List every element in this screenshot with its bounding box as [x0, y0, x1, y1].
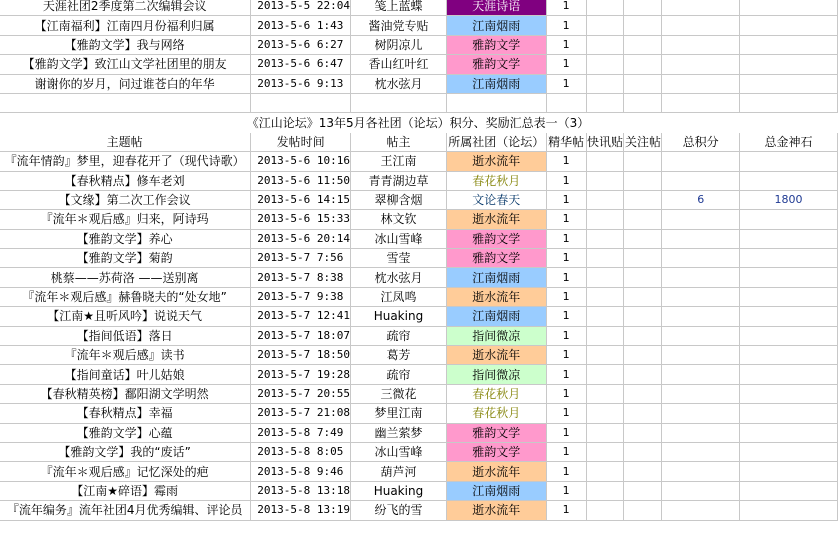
post-author: 青青湖边草 [351, 171, 447, 190]
club-label: 雅韵文学 [446, 423, 546, 442]
guanzhu-count [624, 55, 662, 74]
post-title: 【雅韵文学】我的“废话” [0, 442, 251, 461]
total-coins [739, 171, 837, 190]
jinghua-count: 1 [546, 326, 586, 345]
club-label: 雅韵文学 [446, 249, 546, 268]
table-row [0, 152, 838, 171]
table-row [0, 365, 838, 384]
total-coins [739, 501, 837, 520]
post-title: 『流年情韵』梦里，迎春花开了（现代诗歌） [0, 152, 251, 171]
guanzhu-count [624, 268, 662, 287]
club-label: 逝水流年 [446, 346, 546, 365]
jinghua-count: 1 [546, 16, 586, 35]
post-time: 2013-5-6 11:50 [251, 171, 351, 190]
post-author: 江凤鸣 [351, 287, 447, 306]
kuaixun-count [586, 404, 624, 423]
kuaixun-count [586, 423, 624, 442]
jinghua-count: 1 [546, 35, 586, 54]
table-row [0, 35, 838, 54]
total-points [662, 384, 740, 403]
table-row [0, 171, 838, 190]
post-time: 2013-5-7 7:56 [251, 249, 351, 268]
club-label: 江南烟雨 [446, 307, 546, 326]
kuaixun-count [586, 442, 624, 461]
total-points [662, 501, 740, 520]
jinghua-count: 1 [546, 229, 586, 248]
total-points [662, 365, 740, 384]
post-title: 【雅韵文学】我与网络 [0, 35, 251, 54]
kuaixun-count [586, 384, 624, 403]
kuaixun-count [586, 55, 624, 74]
kuaixun-count [586, 501, 624, 520]
post-time: 2013-5-7 19:28 [251, 365, 351, 384]
post-title: 『流年＊观后感』记忆深处的疤 [0, 462, 251, 481]
total-points [662, 287, 740, 306]
kuaixun-count [586, 16, 624, 35]
club-label: 逝水流年 [446, 501, 546, 520]
total-points [662, 462, 740, 481]
section-title: 《江山论坛》13年5月各社团（论坛）积分、奖励汇总表一（3） [0, 113, 838, 132]
table-row [0, 423, 838, 442]
header-coins: 总金神石 [739, 132, 837, 151]
guanzhu-count [624, 307, 662, 326]
jinghua-count: 1 [546, 74, 586, 93]
post-author: 三微花 [351, 384, 447, 403]
post-time: 2013-5-7 18:50 [251, 346, 351, 365]
guanzhu-count [624, 404, 662, 423]
post-time: 2013-5-7 21:08 [251, 404, 351, 423]
total-coins [739, 462, 837, 481]
jinghua-count: 1 [546, 268, 586, 287]
club-label: 雅韵文学 [446, 442, 546, 461]
kuaixun-count [586, 365, 624, 384]
section-title-row [0, 113, 838, 132]
jinghua-count: 1 [546, 481, 586, 500]
jinghua-count: 1 [546, 384, 586, 403]
table-row [0, 0, 838, 16]
post-title: 『流年＊观后感』归来，阿诗玛 [0, 210, 251, 229]
total-coins [739, 74, 837, 93]
club-label: 江南烟雨 [446, 16, 546, 35]
main-rows [0, 152, 838, 520]
table-row [0, 404, 838, 423]
top-rows [0, 0, 838, 93]
post-title: 【春秋精英榜】鄱阳湖文学明然 [0, 384, 251, 403]
kuaixun-count [586, 229, 624, 248]
table-row [0, 190, 838, 209]
post-time: 2013-5-6 15:33 [251, 210, 351, 229]
total-points [662, 152, 740, 171]
post-author: 梦里江南 [351, 404, 447, 423]
guanzhu-count [624, 365, 662, 384]
total-points [662, 249, 740, 268]
club-label: 春花秋月 [446, 171, 546, 190]
total-coins [739, 249, 837, 268]
kuaixun-count [586, 287, 624, 306]
table-row [0, 55, 838, 74]
club-label: 江南烟雨 [446, 268, 546, 287]
post-author: 冰山雪峰 [351, 442, 447, 461]
guanzhu-count [624, 210, 662, 229]
post-author: 疏帘 [351, 326, 447, 345]
total-coins [739, 365, 837, 384]
jinghua-count: 1 [546, 210, 586, 229]
post-author: 葛芳 [351, 346, 447, 365]
total-coins [739, 210, 837, 229]
table-row [0, 384, 838, 403]
post-title: 【春秋精点】修车老刘 [0, 171, 251, 190]
total-coins [739, 481, 837, 500]
club-label: 春花秋月 [446, 384, 546, 403]
post-time: 2013-5-6 20:14 [251, 229, 351, 248]
club-label: 逝水流年 [446, 152, 546, 171]
post-title: 【雅韵文学】心蕴 [0, 423, 251, 442]
post-time: 2013-5-6 6:47 [251, 55, 351, 74]
kuaixun-count [586, 268, 624, 287]
table-row [0, 229, 838, 248]
post-title: 【江南★且听风吟】说说天气 [0, 307, 251, 326]
club-label: 天涯诗语 [446, 0, 546, 16]
total-points [662, 35, 740, 54]
post-author: 酱油党专贴 [351, 16, 447, 35]
jinghua-count: 1 [546, 423, 586, 442]
club-label: 逝水流年 [446, 462, 546, 481]
total-coins [739, 35, 837, 54]
club-label: 指间微凉 [446, 365, 546, 384]
post-time: 2013-5-7 8:38 [251, 268, 351, 287]
jinghua-count: 1 [546, 365, 586, 384]
post-time: 2013-5-6 10:16 [251, 152, 351, 171]
guanzhu-count [624, 229, 662, 248]
club-label: 春花秋月 [446, 404, 546, 423]
kuaixun-count [586, 35, 624, 54]
guanzhu-count [624, 74, 662, 93]
header-jinghua: 精华帖 [546, 132, 586, 151]
guanzhu-count [624, 0, 662, 16]
jinghua-count: 1 [546, 249, 586, 268]
total-points [662, 307, 740, 326]
header-guanzhu: 关注帖 [624, 132, 662, 151]
guanzhu-count [624, 501, 662, 520]
post-time: 2013-5-6 6:27 [251, 35, 351, 54]
post-author: 笺上蓝蝶 [351, 0, 447, 16]
table-row [0, 249, 838, 268]
post-author: 翠柳含烟 [351, 190, 447, 209]
total-coins [739, 287, 837, 306]
post-time: 2013-5-7 9:38 [251, 287, 351, 306]
post-author: 树阴凉儿 [351, 35, 447, 54]
post-author: 王江南 [351, 152, 447, 171]
jinghua-count: 1 [546, 307, 586, 326]
header-time: 发帖时间 [251, 132, 351, 151]
guanzhu-count [624, 249, 662, 268]
total-points [662, 229, 740, 248]
kuaixun-count [586, 249, 624, 268]
total-points [662, 55, 740, 74]
club-label: 逝水流年 [446, 287, 546, 306]
jinghua-count: 1 [546, 404, 586, 423]
total-points [662, 442, 740, 461]
total-coins [739, 326, 837, 345]
post-time: 2013-5-5 22:04 [251, 0, 351, 16]
total-points [662, 346, 740, 365]
guanzhu-count [624, 326, 662, 345]
post-title: 【雅韵文学】菊韵 [0, 249, 251, 268]
post-title: 【江南★碎语】霉雨 [0, 481, 251, 500]
post-time: 2013-5-8 9:46 [251, 462, 351, 481]
post-title: 【指间低语】落日 [0, 326, 251, 345]
total-points [662, 74, 740, 93]
total-points [662, 268, 740, 287]
table-row [0, 346, 838, 365]
post-time: 2013-5-6 9:13 [251, 74, 351, 93]
post-time: 2013-5-8 13:19 [251, 501, 351, 520]
table-row [0, 462, 838, 481]
kuaixun-count [586, 74, 624, 93]
jinghua-count: 1 [546, 346, 586, 365]
guanzhu-count [624, 16, 662, 35]
jinghua-count: 1 [546, 0, 586, 16]
total-coins [739, 268, 837, 287]
jinghua-count: 1 [546, 190, 586, 209]
guanzhu-count [624, 481, 662, 500]
total-points [662, 16, 740, 35]
club-label: 逝水流年 [446, 210, 546, 229]
jinghua-count: 1 [546, 287, 586, 306]
header-points: 总积分 [662, 132, 740, 151]
jinghua-count: 1 [546, 55, 586, 74]
header-row [0, 132, 838, 151]
jinghua-count: 1 [546, 462, 586, 481]
total-coins: 1800 [739, 190, 837, 209]
jinghua-count: 1 [546, 152, 586, 171]
post-title: 【指间童话】叶儿姑娘 [0, 365, 251, 384]
total-points [662, 326, 740, 345]
post-title: 『流年＊观后感』赫鲁晓夫的“处女地” [0, 287, 251, 306]
post-time: 2013-5-8 7:49 [251, 423, 351, 442]
header-kuaixun: 快讯贴 [586, 132, 624, 151]
guanzhu-count [624, 423, 662, 442]
post-author: 林文钦 [351, 210, 447, 229]
header-club: 所属社团（论坛） [446, 132, 546, 151]
jinghua-count: 1 [546, 501, 586, 520]
club-label: 文论春天 [446, 190, 546, 209]
post-title: 【江南福利】江南四月份福利归属 [0, 16, 251, 35]
total-points [662, 0, 740, 16]
guanzhu-count [624, 190, 662, 209]
total-points [662, 423, 740, 442]
total-coins [739, 404, 837, 423]
post-time: 2013-5-7 12:41 [251, 307, 351, 326]
post-title: 『流年编务』流年社团4月优秀编辑、评论员 [0, 501, 251, 520]
post-title: 【雅韵文学】养心 [0, 229, 251, 248]
header-title: 主题帖 [0, 132, 251, 151]
post-title: 【春秋精点】幸福 [0, 404, 251, 423]
post-author: 枕水弦月 [351, 74, 447, 93]
post-author: 冰山雪峰 [351, 229, 447, 248]
club-label: 雅韵文学 [446, 55, 546, 74]
post-time: 2013-5-8 8:05 [251, 442, 351, 461]
kuaixun-count [586, 326, 624, 345]
total-coins [739, 229, 837, 248]
post-time: 2013-5-7 20:55 [251, 384, 351, 403]
total-points [662, 171, 740, 190]
table-row [0, 287, 838, 306]
post-title: 【文缘】第二次工作会议 [0, 190, 251, 209]
spacer-row [0, 93, 838, 112]
table-row [0, 268, 838, 287]
jinghua-count: 1 [546, 442, 586, 461]
kuaixun-count [586, 190, 624, 209]
post-time: 2013-5-6 1:43 [251, 16, 351, 35]
post-author: 纷飞的雪 [351, 501, 447, 520]
guanzhu-count [624, 35, 662, 54]
post-author: 枕水弦月 [351, 268, 447, 287]
post-title: 天涯社团2季度第二次编辑会议 [0, 0, 251, 16]
guanzhu-count [624, 384, 662, 403]
guanzhu-count [624, 171, 662, 190]
kuaixun-count [586, 210, 624, 229]
post-author: 葫芦河 [351, 462, 447, 481]
kuaixun-count [586, 152, 624, 171]
kuaixun-count [586, 171, 624, 190]
guanzhu-count [624, 346, 662, 365]
club-label: 雅韵文学 [446, 229, 546, 248]
jinghua-count: 1 [546, 171, 586, 190]
post-title: 桃蔡——苏荷洛 ——送别离 [0, 268, 251, 287]
guanzhu-count [624, 287, 662, 306]
club-label: 雅韵文学 [446, 35, 546, 54]
total-points [662, 210, 740, 229]
table-row [0, 16, 838, 35]
kuaixun-count [586, 0, 624, 16]
table-row [0, 442, 838, 461]
post-author: 雪莹 [351, 249, 447, 268]
table-row [0, 326, 838, 345]
post-time: 2013-5-7 18:07 [251, 326, 351, 345]
table-row [0, 74, 838, 93]
total-coins [739, 0, 837, 16]
total-coins [739, 16, 837, 35]
total-coins [739, 442, 837, 461]
total-coins [739, 152, 837, 171]
post-author: Huaking [351, 481, 447, 500]
post-author: 幽兰萦梦 [351, 423, 447, 442]
club-label: 江南烟雨 [446, 74, 546, 93]
total-coins [739, 346, 837, 365]
kuaixun-count [586, 462, 624, 481]
header-author: 帖主 [351, 132, 447, 151]
club-label: 指间微凉 [446, 326, 546, 345]
post-author: Huaking [351, 307, 447, 326]
guanzhu-count [624, 442, 662, 461]
total-coins [739, 384, 837, 403]
total-points [662, 481, 740, 500]
table-row [0, 307, 838, 326]
guanzhu-count [624, 462, 662, 481]
kuaixun-count [586, 481, 624, 500]
post-title: 『流年＊观后感』读书 [0, 346, 251, 365]
kuaixun-count [586, 346, 624, 365]
total-points [662, 404, 740, 423]
post-time: 2013-5-6 14:15 [251, 190, 351, 209]
total-coins [739, 423, 837, 442]
post-title: 谢谢你的岁月，问过谁苍白的年华 [0, 74, 251, 93]
total-coins [739, 307, 837, 326]
kuaixun-count [586, 307, 624, 326]
post-title: 【雅韵文学】致江山文学社团里的朋友 [0, 55, 251, 74]
table-row [0, 210, 838, 229]
club-label: 江南烟雨 [446, 481, 546, 500]
table-row [0, 481, 838, 500]
total-points: 6 [662, 190, 740, 209]
guanzhu-count [624, 152, 662, 171]
table-row [0, 501, 838, 520]
post-author: 香山红叶红 [351, 55, 447, 74]
post-author: 疏帘 [351, 365, 447, 384]
post-time: 2013-5-8 13:18 [251, 481, 351, 500]
total-coins [739, 55, 837, 74]
